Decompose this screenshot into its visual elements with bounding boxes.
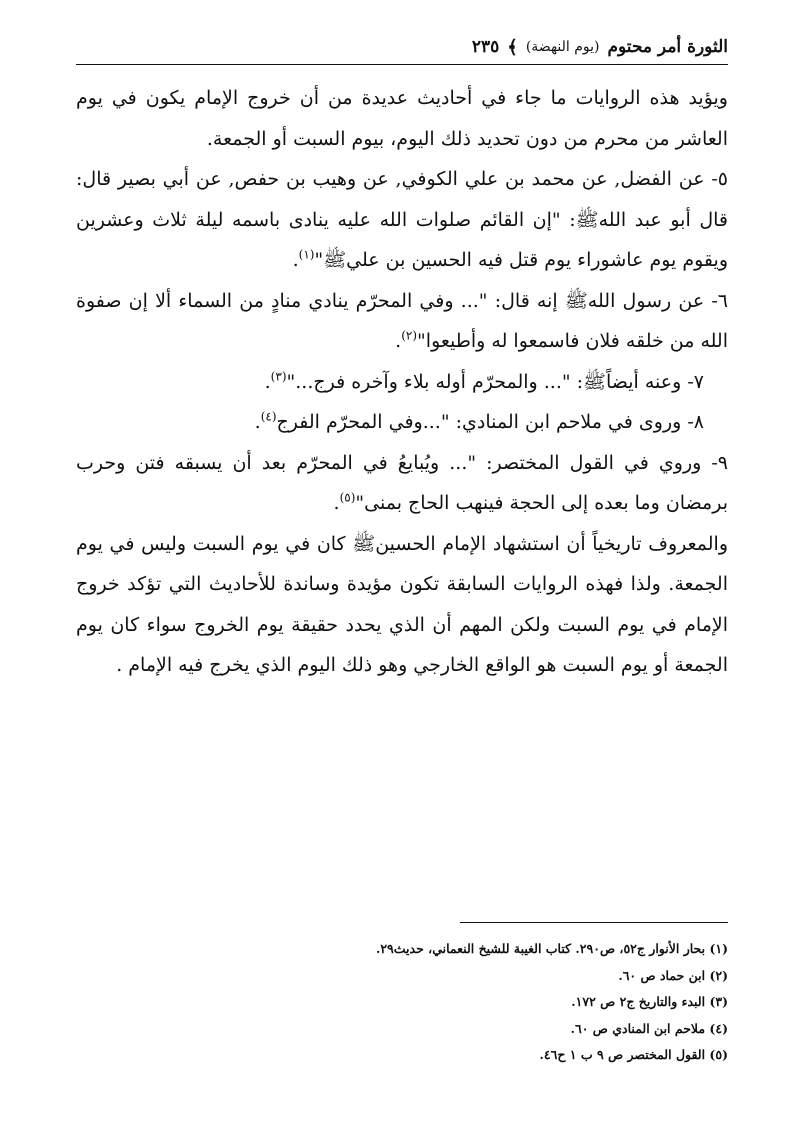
footnote-divider (460, 922, 728, 923)
running-header (76, 32, 728, 62)
paragraph: ٨- وروى في ملاحم ابن المنادي: "...وفي المحرّم الفرج$^{(٤)}$. (254, 409, 704, 433)
paragraph: ٩- وروي في القول المختصر: "... ويُبايعُ في المحرّم بعد أن يسبقه فتن وحرب برمضان وما بعده إلى الحجة فينهب الحاج بمنى"$^{(٥)}$. (76, 451, 728, 514)
paragraph: والمعروف تاريخياً أن استشهاد الإمام الحسينﷺ كان في يوم السبت وليس في يوم الجمعة. ولذا فهذه الروايات السابقة تكون مؤيدة وساندة للأحاديث التي تؤكد خروج الإمام في يوم السبت ولكن المهم أن الذي يحدد حقيقة يوم الخروج سواء كان يوم الجمعة أو يوم السبت هو الواقع الخارجي وهو ذلك اليوم الذي يخرج فيه الإمام . (76, 532, 728, 676)
footnotes (76, 936, 728, 1069)
paragraph: ٧- وعنه أيضاًﷺ: "... والمحرّم أوله بلاء وآخره فرج..."$^{(٣)}$. (264, 369, 704, 393)
header-divider (76, 64, 728, 65)
running-header-title: الثورة أمر محتوم (607, 37, 728, 57)
footnote: (٥) القول المختصر ص ٩ ب ١ ح٤٦. (539, 1047, 728, 1062)
paragraph: ٦- عن رسول اللهﷺ إنه قال: "... وفي المحرّم ينادي منادٍ من السماء ألا إن صفوة الله من خلقه فلان فاسمعوا له وأطيعوا"$^{(٢)}$. (76, 289, 728, 352)
running-header-subtitle: (يوم النهضة) (525, 39, 600, 55)
footnote: (١) بحار الأنوار ج٥٢، ص٢٩٠. كتاب الغيبة للشيخ النعماني، حديث٢٩. (375, 941, 728, 956)
body-text (76, 78, 728, 686)
footnote: (٢) ابن حماد ص ٦٠. (618, 967, 728, 983)
footnote-ref: (٥) (339, 490, 356, 505)
footnote: (٣) البدء والتاريخ ج٢ ص ١٧٢. (571, 994, 728, 1009)
footnote-ref: (١) (298, 247, 315, 262)
footnote: (٤) ملاحم ابن المنادي ص ٦٠. (570, 1020, 728, 1036)
footnote-ref: (٢) (401, 328, 418, 343)
page-number: ٢٣٥ (471, 37, 500, 57)
footnote-ref: (٤) (260, 409, 277, 424)
paragraph: ويؤيد هذه الروايات ما جاء في أحاديث عديدة من أن خروج الإمام يكون في يوم العاشر من محرم من دون تحديد ذلك اليوم، بيوم السبت أو الجمعة. (76, 87, 728, 150)
paragraph: ٥- عن الفضل, عن محمد بن علي الكوفي, عن وهيب بن حفص, عن أبي بصير قال: قال أبو عبد اللهﷺ: "إن القائم صلوات الله عليه ينادى باسمه ليلة ثلاث وعشرين ويقوم يوم عاشوراء يوم قتل فيه الحسين بن عليﷺ"$^{(١)}$. (76, 168, 728, 271)
footnote-ref: (٣) (270, 369, 287, 384)
ornament-icon: ﴾ (507, 36, 518, 58)
